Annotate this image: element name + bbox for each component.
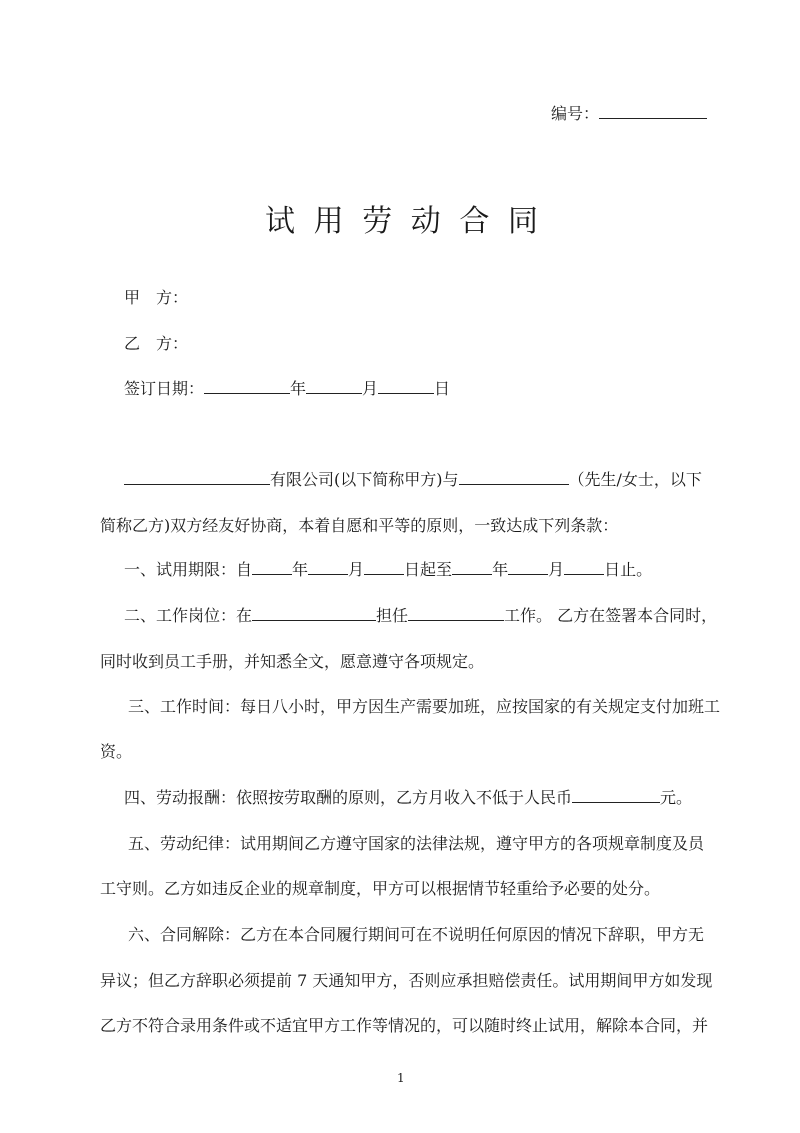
sign-date-label: 签订日期： [124, 379, 205, 398]
clause-6-line-3: 乙方不符合录用条件或不适宜甲方工作等情况的，可以随时终止试用，解除本合同，并 [100, 1016, 709, 1035]
sign-day-blank [378, 379, 434, 394]
clause-6-line-1: 六、合同解除：乙方在本合同履行期间可在不说明任何原因的情况下辞职，甲方无 [128, 925, 705, 944]
clause-6-line-2: 异议；但乙方辞职必须提前 7 天通知甲方，否则应承担赔偿责任。试用期间甲方如发现 [100, 971, 713, 990]
company-name-blank [124, 470, 270, 485]
contract-number-label: 编号： [551, 104, 600, 123]
clause-1-label: 一、试用期限：自 [124, 560, 253, 579]
sign-date-line [124, 376, 450, 399]
intro-line-1 [124, 467, 702, 490]
salary-blank [572, 788, 660, 803]
end-month-blank [508, 560, 548, 575]
clause-2-line-1 [124, 603, 717, 626]
page-number: 1 [397, 1071, 405, 1085]
sign-day-label: 日 [434, 379, 451, 398]
sign-month-blank [306, 379, 362, 394]
intro-line-2: 简称乙方)双方经友好协商，本着自愿和平等的原则，一致达成下列条款： [100, 516, 619, 535]
company-suffix: 有限公司(以下简称甲方)与 [270, 470, 459, 489]
contract-number [551, 101, 707, 124]
employee-name-blank [459, 470, 569, 485]
gender-text: （先生/女士，以下 [568, 470, 702, 489]
clause-5-line-1: 五、劳动纪律：试用期间乙方遵守国家的法律法规，遵守甲方的各项规章制度及员 [128, 834, 705, 853]
start-day-label: 日起至 [404, 560, 453, 579]
clause-4-label: 四、劳动报酬：依照按劳取酬的原则，乙方月收入不低于人民币 [124, 788, 573, 807]
clause-4 [124, 785, 692, 808]
end-month-label: 月 [548, 560, 565, 579]
clause-4-tail: 元。 [660, 788, 693, 807]
clause-2-label: 二、工作岗位：在 [124, 606, 253, 625]
department-blank [252, 606, 376, 621]
start-month-blank [308, 560, 348, 575]
clause-3-line-1: 三、工作时间：每日八小时，甲方因生产需要加班，应按国家的有关规定支付加班工 [128, 697, 721, 716]
party-a-label: 甲 方： [124, 288, 189, 307]
sign-month-label: 月 [362, 379, 379, 398]
clause-1 [124, 557, 652, 580]
clause-2-tail: 工作。 乙方在签署本合同时， [504, 606, 718, 625]
end-year-blank [452, 560, 492, 575]
clause-3-line-2: 资。 [100, 742, 133, 761]
end-day-blank [564, 560, 604, 575]
clause-5-line-2: 工守则。乙方如违反企业的规章制度，甲方可以根据情节轻重给予必要的处分。 [100, 879, 661, 898]
end-year-label: 年 [492, 560, 509, 579]
clause-2-middle: 担任 [376, 606, 409, 625]
end-day-label: 日止。 [604, 560, 653, 579]
start-year-blank [252, 560, 292, 575]
party-b-label: 乙 方： [124, 334, 189, 353]
start-month-label: 月 [348, 560, 365, 579]
sign-year-blank [204, 379, 290, 394]
sign-year-label: 年 [290, 379, 307, 398]
position-blank [408, 606, 504, 621]
document-title: 试用劳动合同 [265, 204, 557, 239]
start-day-blank [364, 560, 404, 575]
start-year-label: 年 [292, 560, 309, 579]
contract-number-blank [599, 104, 707, 119]
clause-2-line-2: 同时收到员工手册，并知悉全文，愿意遵守各项规定。 [100, 652, 485, 671]
